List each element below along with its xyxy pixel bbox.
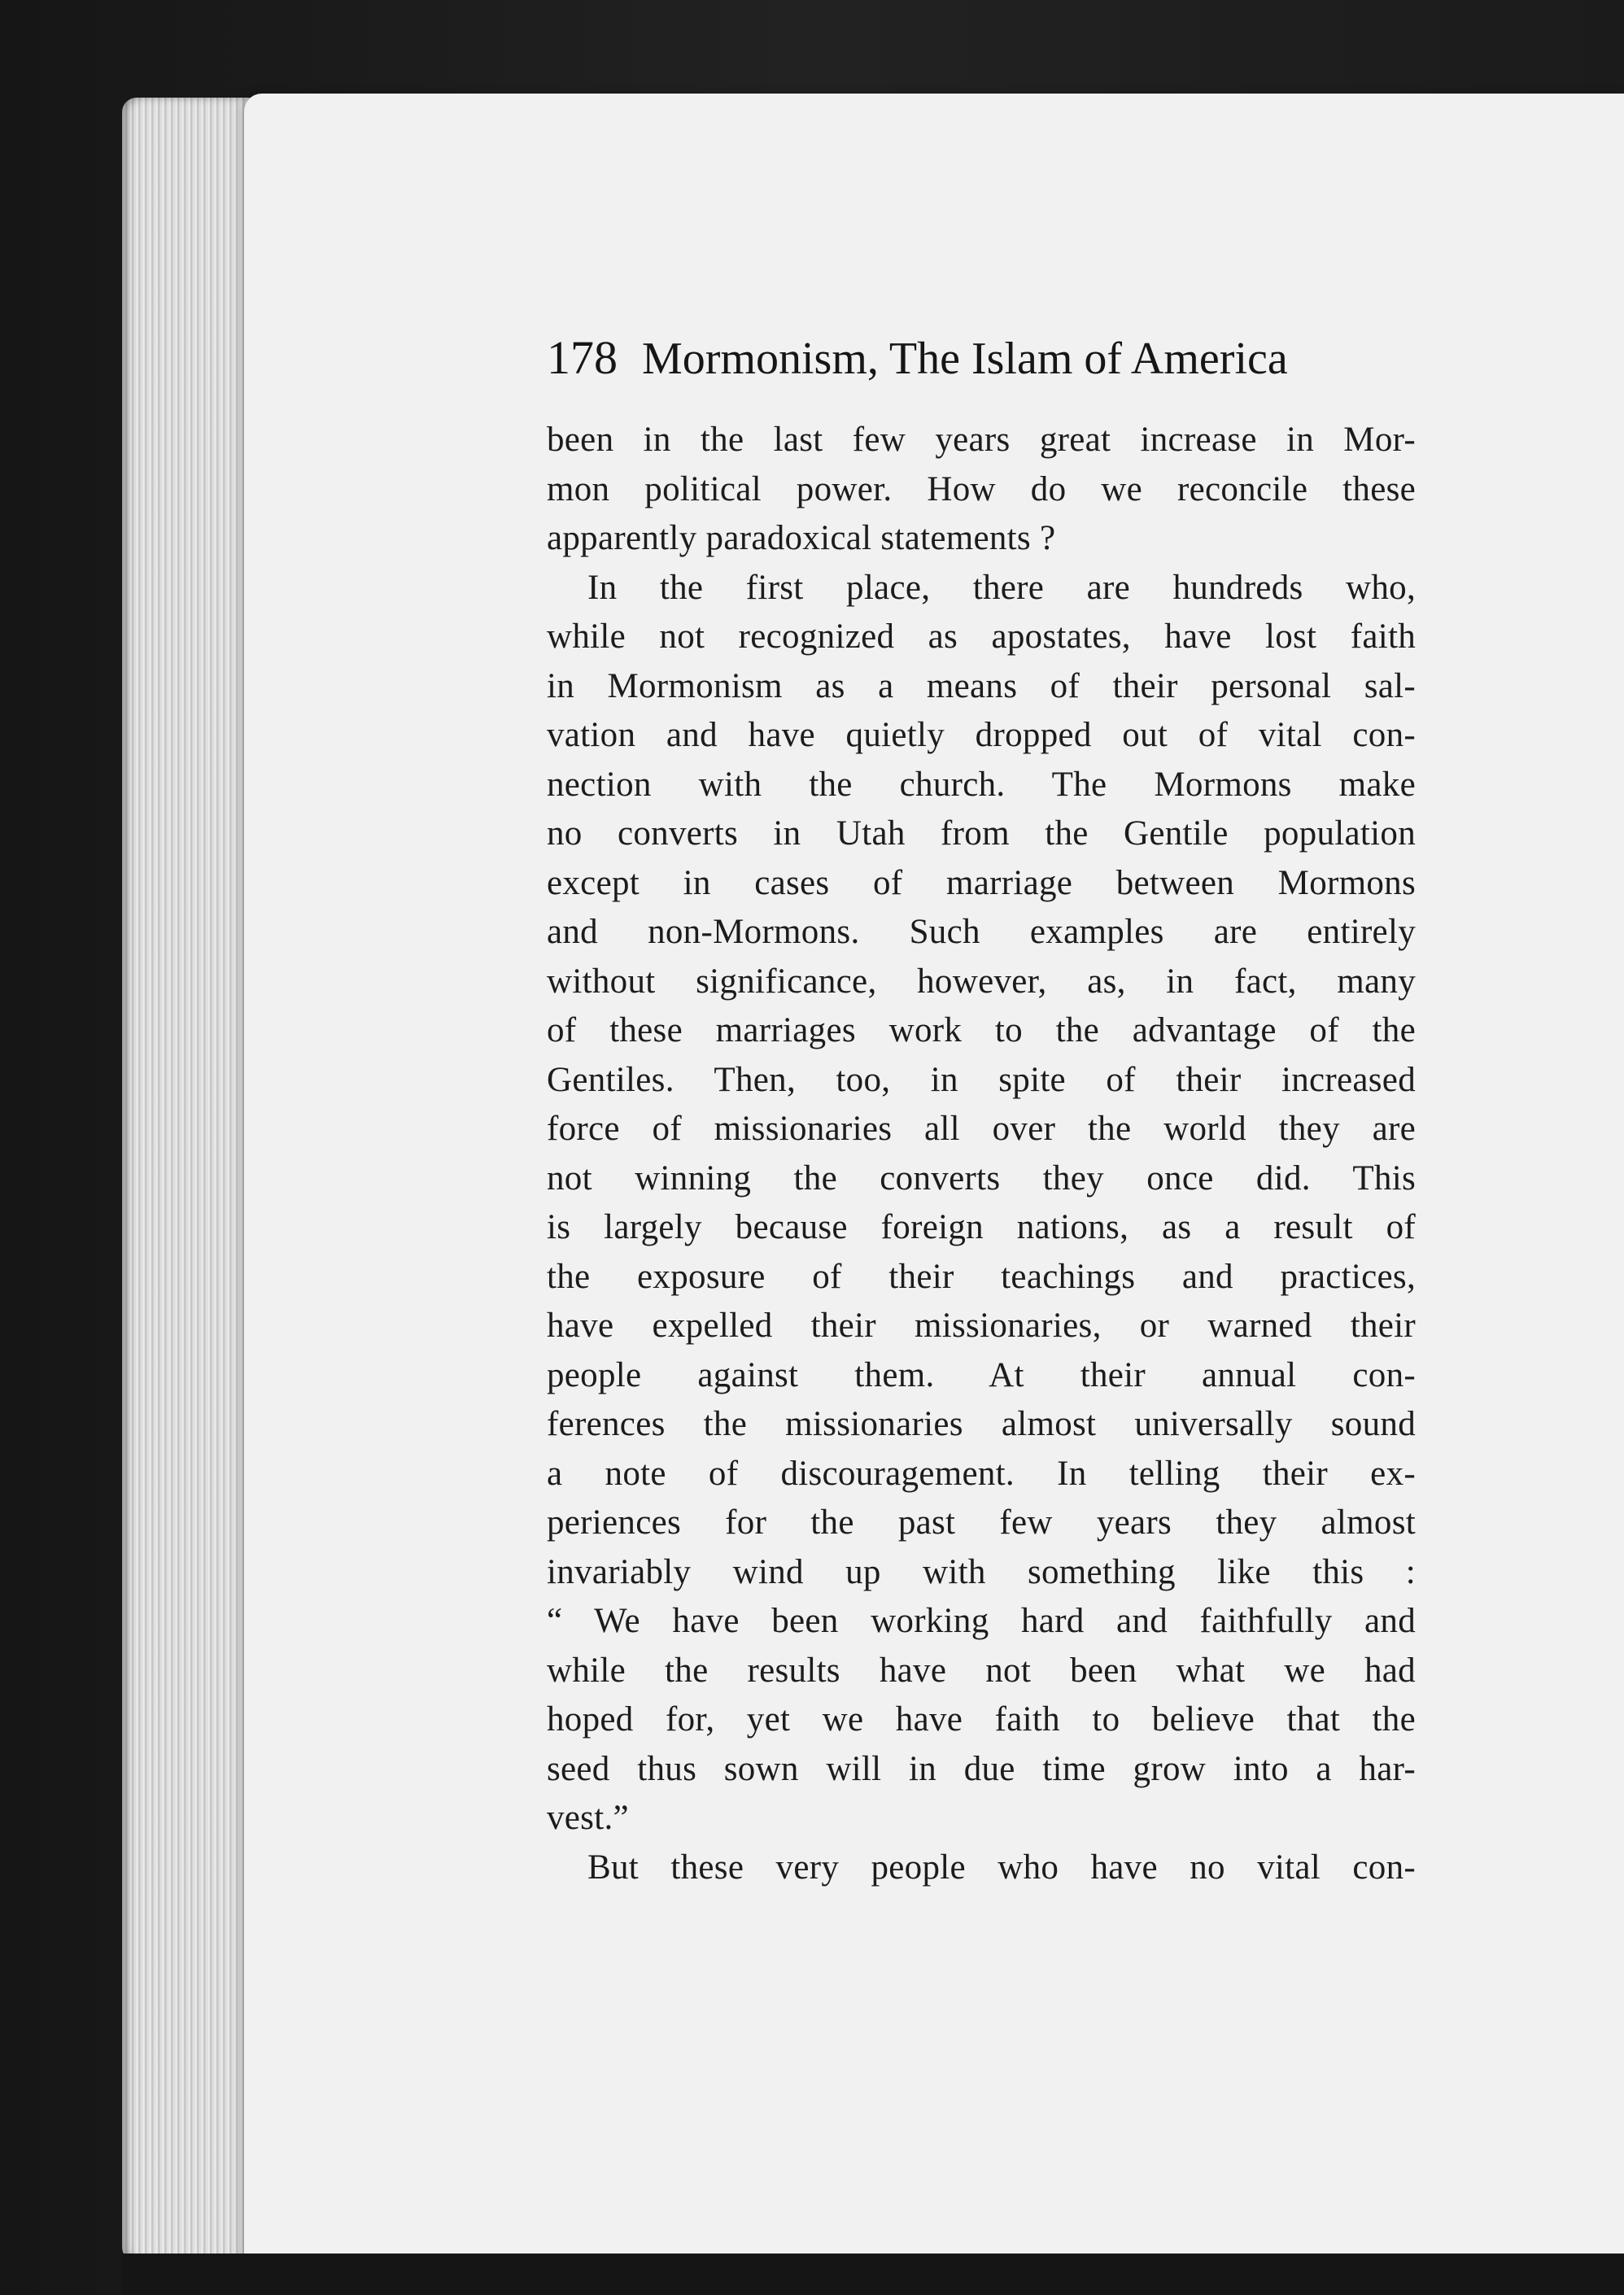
text-line: of these marriages work to the advantage of the — [547, 1011, 1416, 1049]
text-line: mon political power. How do we reconcile these — [547, 469, 1416, 508]
text-line: have expelled their missionaries, or warned their — [547, 1307, 1416, 1345]
running-head — [547, 329, 1409, 387]
text-line: ferences the missionaries almost universally sound — [547, 1405, 1416, 1443]
text-line: In the first place, there are hundreds who, — [587, 568, 1416, 607]
body-text — [547, 416, 1416, 1892]
scan-bottom-edge — [122, 2254, 1624, 2295]
text-line: hoped for, yet we have faith to believe that the — [547, 1700, 1416, 1739]
text-line: while the results have not been what we had — [547, 1651, 1416, 1690]
text-line: seed thus sown will in due time grow into a har- — [547, 1749, 1416, 1788]
text-line: not winning the converts they once did. This — [547, 1158, 1416, 1198]
text-line: nection with the church. The Mormons make — [547, 765, 1416, 804]
page-number: 178 — [547, 331, 618, 384]
text-line: invariably wind up with something like this : — [547, 1552, 1416, 1591]
text-line: But these very people who have no vital con- — [587, 1848, 1416, 1887]
text-line: no converts in Utah from the Gentile population — [547, 814, 1416, 853]
text-line: been in the last few years great increase in Mor- — [547, 421, 1416, 459]
text-line: except in cases of marriage between Mormons — [547, 863, 1416, 902]
text-line: in Mormonism as a means of their personal sal- — [547, 666, 1416, 705]
text-line: people against them. At their annual con- — [547, 1355, 1416, 1394]
text-line: while not recognized as apostates, have lost faith — [547, 617, 1416, 656]
text-line: apparently paradoxical statements ? — [547, 519, 1056, 557]
text-line: periences for the past few years they almost — [547, 1503, 1416, 1542]
text-line: “ We have been working hard and faithfully and — [547, 1602, 1416, 1640]
running-title: Mormonism, The Islam of America — [642, 334, 1288, 384]
text-line: and non-Mormons. Such examples are entirely — [547, 913, 1416, 951]
text-line: force of missionaries all over the world they are — [547, 1110, 1416, 1148]
text-line: is largely because foreign nations, as a result of — [547, 1208, 1416, 1246]
text-line: a note of discouragement. In telling their ex- — [547, 1454, 1416, 1493]
text-line: vation and have quietly dropped out of vital con- — [547, 716, 1416, 754]
book-page-edges — [122, 98, 260, 2262]
text-line: the exposure of their teachings and practices, — [547, 1257, 1416, 1296]
text-line: without significance, however, as, in fact, many — [547, 962, 1416, 1001]
text-line: Gentiles. Then, too, in spite of their increased — [547, 1060, 1416, 1099]
text-line: vest.” — [547, 1799, 629, 1837]
